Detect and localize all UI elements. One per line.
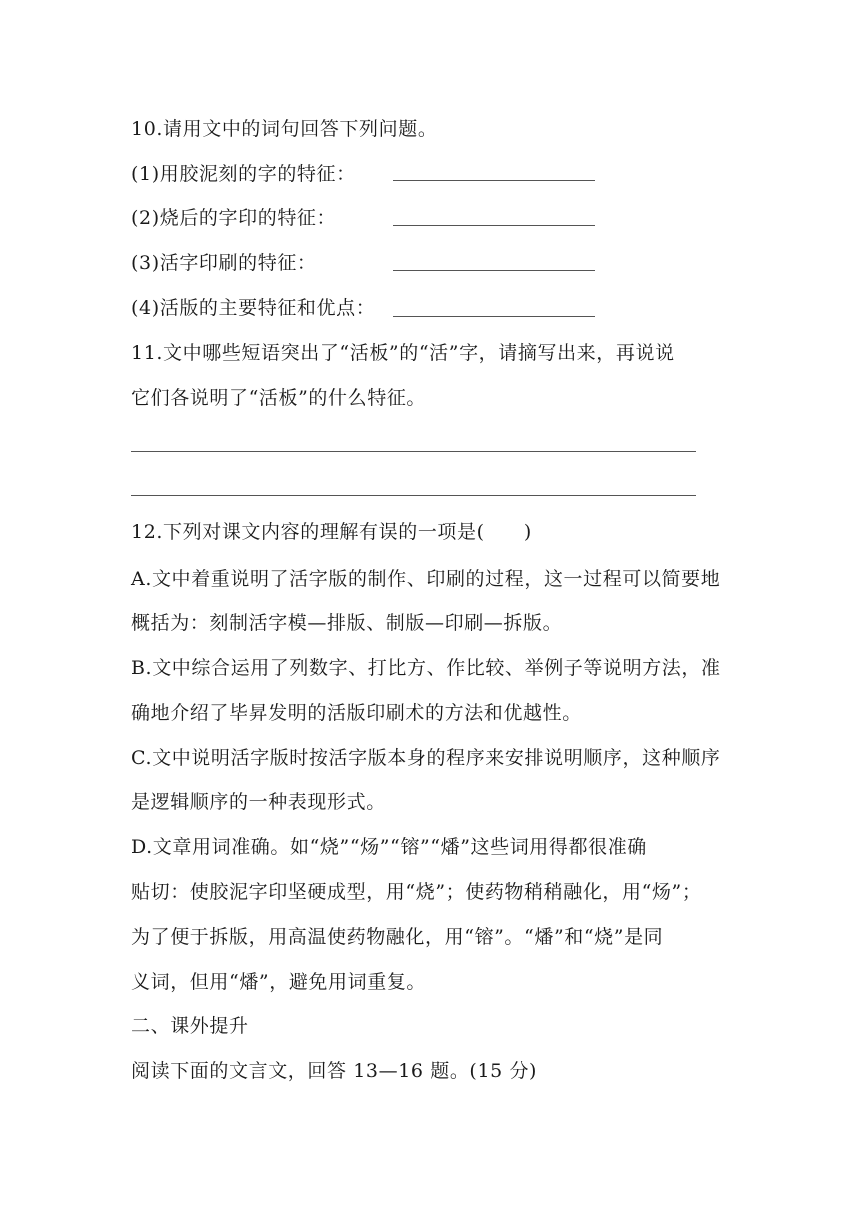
reading-instruction: 阅读下面的文言文，回答 13—16 题。(15 分) bbox=[131, 1060, 538, 1082]
section-heading: 二、课外提升 bbox=[131, 1015, 249, 1037]
q10-item-2: (2)烧后的字印的特征： bbox=[131, 207, 337, 229]
q10-item-4: (4)活版的主要特征和优点： bbox=[131, 297, 376, 319]
answer-blank-2[interactable] bbox=[393, 225, 595, 226]
question-10: 10.请用文中的词句回答下列问题。 bbox=[131, 118, 438, 140]
q10-item-3: (3)活字印刷的特征： bbox=[131, 252, 317, 274]
answer-blank-4[interactable] bbox=[393, 316, 595, 317]
answer-blank-1[interactable] bbox=[393, 180, 595, 181]
option-d-line-3: 为了便于拆版，用高温使药物融化，用“镕”。“燔”和“烧”是同 bbox=[131, 926, 664, 948]
answer-blank-3[interactable] bbox=[393, 270, 595, 271]
question-11-line-1: 11.文中哪些短语突出了“活板”的“活”字，请摘写出来，再说说 bbox=[131, 342, 675, 364]
option-b-line-1: B.文中综合运用了列数字、打比方、作比较、举例子等说明方法，准 bbox=[131, 657, 721, 679]
option-d-line-1: D.文章用词准确。如“烧”“炀”“镕”“燔”这些词用得都很准确 bbox=[131, 836, 647, 858]
option-a-line-2: 概括为：刻制活字模—排版、制版—印刷—拆版。 bbox=[131, 612, 563, 634]
option-a-line-1: A.文中着重说明了活字版的制作、印刷的过程，这一过程可以简要地 bbox=[131, 568, 721, 590]
q10-item-1: (1)用胶泥刻的字的特征： bbox=[131, 163, 356, 185]
option-d-line-4: 义词，但用“燔”，避免用词重复。 bbox=[131, 971, 427, 993]
question-12: 12.下列对课文内容的理解有误的一项是( ) bbox=[131, 521, 532, 543]
option-b-line-2: 确地介绍了毕昇发明的活版印刷术的方法和优越性。 bbox=[131, 702, 582, 724]
answer-line-1[interactable] bbox=[131, 451, 696, 452]
answer-line-2[interactable] bbox=[131, 495, 696, 496]
question-11-line-2: 它们各说明了“活板”的什么特征。 bbox=[131, 387, 427, 409]
option-c-line-1: C.文中说明活字版时按活字版本身的程序来安排说明顺序，这种顺序 bbox=[131, 747, 721, 769]
option-d-line-2: 贴切：使胶泥字印坚硬成型，用“烧”；使药物稍稍融化，用“炀”； bbox=[131, 881, 702, 903]
option-c-line-2: 是逻辑顺序的一种表现形式。 bbox=[131, 791, 386, 813]
